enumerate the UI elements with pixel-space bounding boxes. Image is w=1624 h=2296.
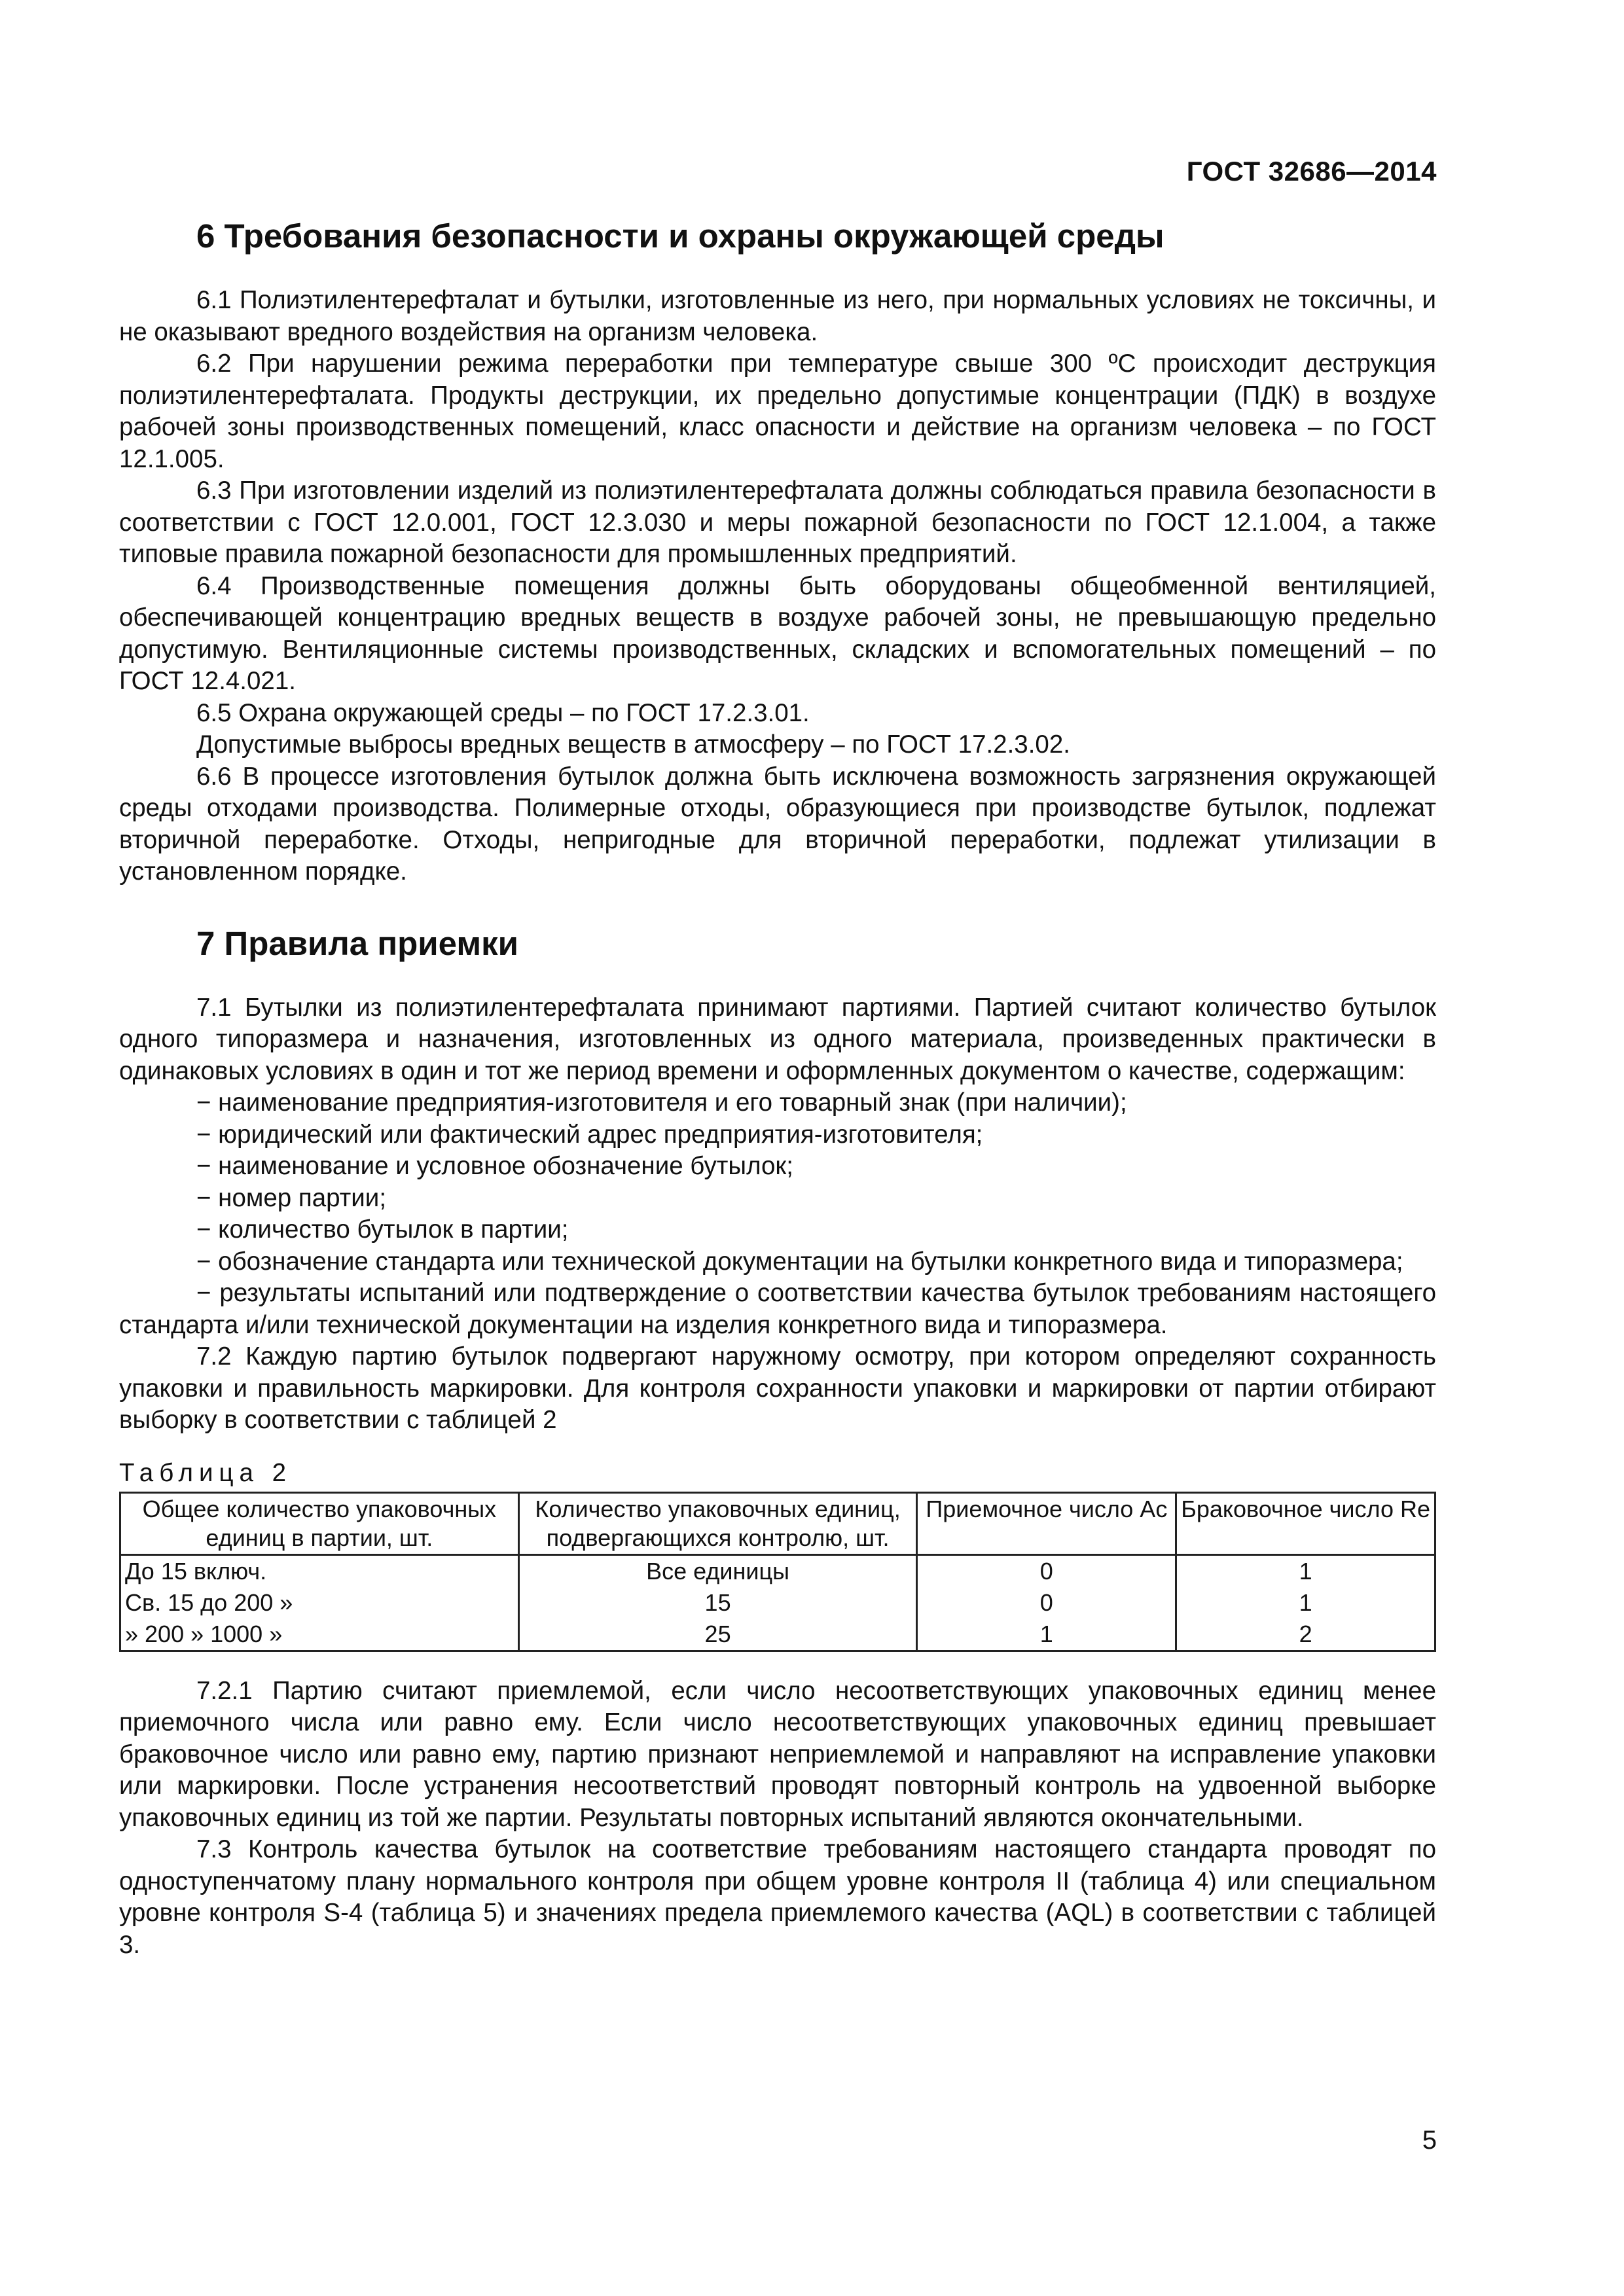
list-item: − количество бутылок в партии; [196, 1215, 569, 1244]
list-item: − наименование и условное обозначение бутылок; [196, 1152, 793, 1181]
paragraph-6-1: 6.1 Полиэтилентерефталат и бутылки, изготовленные из него, при нормальных условиях не токсичны, и не оказывают вредного воздействия на организм человека. [119, 286, 1436, 346]
page-content [119, 216, 1436, 1961]
table-cell: 0 [917, 1554, 1176, 1587]
sampling-table [119, 1492, 1436, 1652]
table-cell: 15 [518, 1587, 917, 1619]
list-item: − наименование предприятия-изготовителя и его товарный знак (при наличии); [196, 1088, 1127, 1117]
table-cell: 25 [518, 1619, 917, 1651]
paragraph-7-2: 7.2 Каждую партию бутылок подвергают наружному осмотру, при котором определяют сохранность упаковки и правильность маркировки. Для контроля сохранности упаковки и маркировки от партии отбирают выборку в соответствии с таблицей 2 [119, 1342, 1436, 1435]
page-number: 5 [1422, 2126, 1437, 2155]
paragraph-6-3: 6.3 При изготовлении изделий из полиэтилентерефталата должны соблюдаться правила безопасности в соответствии с ГОСТ 12.0.001, ГОСТ 12.3.030 и меры пожарной безопасности по ГОСТ 12.1.004, а также типовые правила пожарной безопасности для промышленных предприятий. [119, 476, 1436, 569]
table-cell: » 200 » 1000 » [120, 1619, 519, 1651]
table-cell: 1 [917, 1619, 1176, 1651]
paragraph-7-2-1: 7.2.1 Партию считают приемлемой, если число несоответствующих упаковочных единиц менее приемочного числа или равно ему. Если число несоответствующих упаковочных единиц превышает браковочное число или равно ему, партию признают неприемлемой и направляют на исправление упаковки или маркировки. После устранения несоответствий проводят повторный контроль на удвоенной выборке упаковочных единиц из той же партии. Результаты повторных испытаний являются окончательными. [119, 1676, 1436, 1832]
table-row [120, 1587, 1435, 1619]
list-item: − обозначение стандарта или технической документации на бутылки конкретного вида и типоразмера; [196, 1247, 1403, 1276]
table-header-row [120, 1492, 1435, 1554]
list-item: − результаты испытаний или подтверждение о соответствии качества бутылок требованиям настоящего стандарта и/или технической документации на изделия конкретного вида и типоразмера. [119, 1279, 1436, 1339]
paragraph-6-4: 6.4 Производственные помещения должны быть оборудованы общеобменной вентиляцией, обеспечивающей концентрацию вредных веществ в воздухе рабочей зоны, не превышающую предельно допустимую. Вентиляционные системы производственных, складских и вспомогательных помещений – по ГОСТ 12.4.021. [119, 571, 1436, 696]
table-cell: 0 [917, 1587, 1176, 1619]
section-7-title: 7 Правила приемки [196, 924, 518, 962]
section-6-title: 6 Требования безопасности и охраны окружающей среды [196, 217, 1164, 255]
list-item: − номер партии; [196, 1183, 387, 1212]
standard-designation: ГОСТ 32686—2014 [1186, 156, 1437, 187]
paragraph-7-3: 7.3 Контроль качества бутылок на соответствие требованиям настоящего стандарта проводят по одноступенчатому плану нормального контроля при общем уровне контроля II (таблица 4) или специальном уровне контроля S-4 (таблица 5) и значениях предела приемлемого качества (AQL) в соответствии с таблицей 3. [119, 1835, 1436, 1959]
table-cell: Св. 15 до 200 » [120, 1587, 519, 1619]
table-cell: 1 [1176, 1554, 1435, 1587]
table-caption: Таблица 2 [119, 1458, 293, 1487]
list-item: − юридический или фактический адрес предприятия-изготовителя; [196, 1120, 983, 1149]
paragraph-7-1: 7.1 Бутылки из полиэтилентерефталата принимают партиями. Партией считают количество бутылок одного типоразмера и назначения, изготовленных из одного материала, произведенных практически в одинаковых условиях в один и тот же период времени и оформленных документом о качестве, содержащим: [119, 993, 1436, 1085]
table-row [120, 1554, 1435, 1587]
table-cell: До 15 включ. [120, 1554, 519, 1587]
table-header-cell: Количество упаковочных единиц, подвергающихся контролю, шт. [518, 1492, 917, 1554]
table-cell: 2 [1176, 1619, 1435, 1651]
table-header-cell: Общее количество упаковочных единиц в партии, шт. [120, 1492, 519, 1554]
paragraph-6-2: 6.2 При нарушении режима переработки при температуре свыше 300 ºС происходит деструкция полиэтилентерефталата. Продукты деструкции, их предельно допустимые концентрации (ПДК) в воздухе рабочей зоны производственных помещений, класс опасности и действие на организм человека – по ГОСТ 12.1.005. [119, 350, 1436, 473]
table-row [120, 1619, 1435, 1651]
table-header-cell: Приемочное число Ac [917, 1492, 1176, 1554]
table-header-cell: Браковочное число Re [1176, 1492, 1435, 1554]
paragraph-6-5: 6.5 Охрана окружающей среды – по ГОСТ 17.2.3.01. [196, 698, 810, 727]
table-cell: 1 [1176, 1587, 1435, 1619]
table-cell: Все единицы [518, 1554, 917, 1587]
paragraph-6-6: 6.6 В процессе изготовления бутылок должна быть исключена возможность загрязнения окружающей среды отходами производства. Полимерные отходы, образующиеся при производстве бутылок, подлежат вторичной переработке. Отходы, непригодные для вторичной переработки, подлежат утилизации в установленном порядке. [119, 762, 1436, 886]
paragraph-6-5-emissions: Допустимые выбросы вредных веществ в атмосферу – по ГОСТ 17.2.3.02. [196, 730, 1070, 759]
